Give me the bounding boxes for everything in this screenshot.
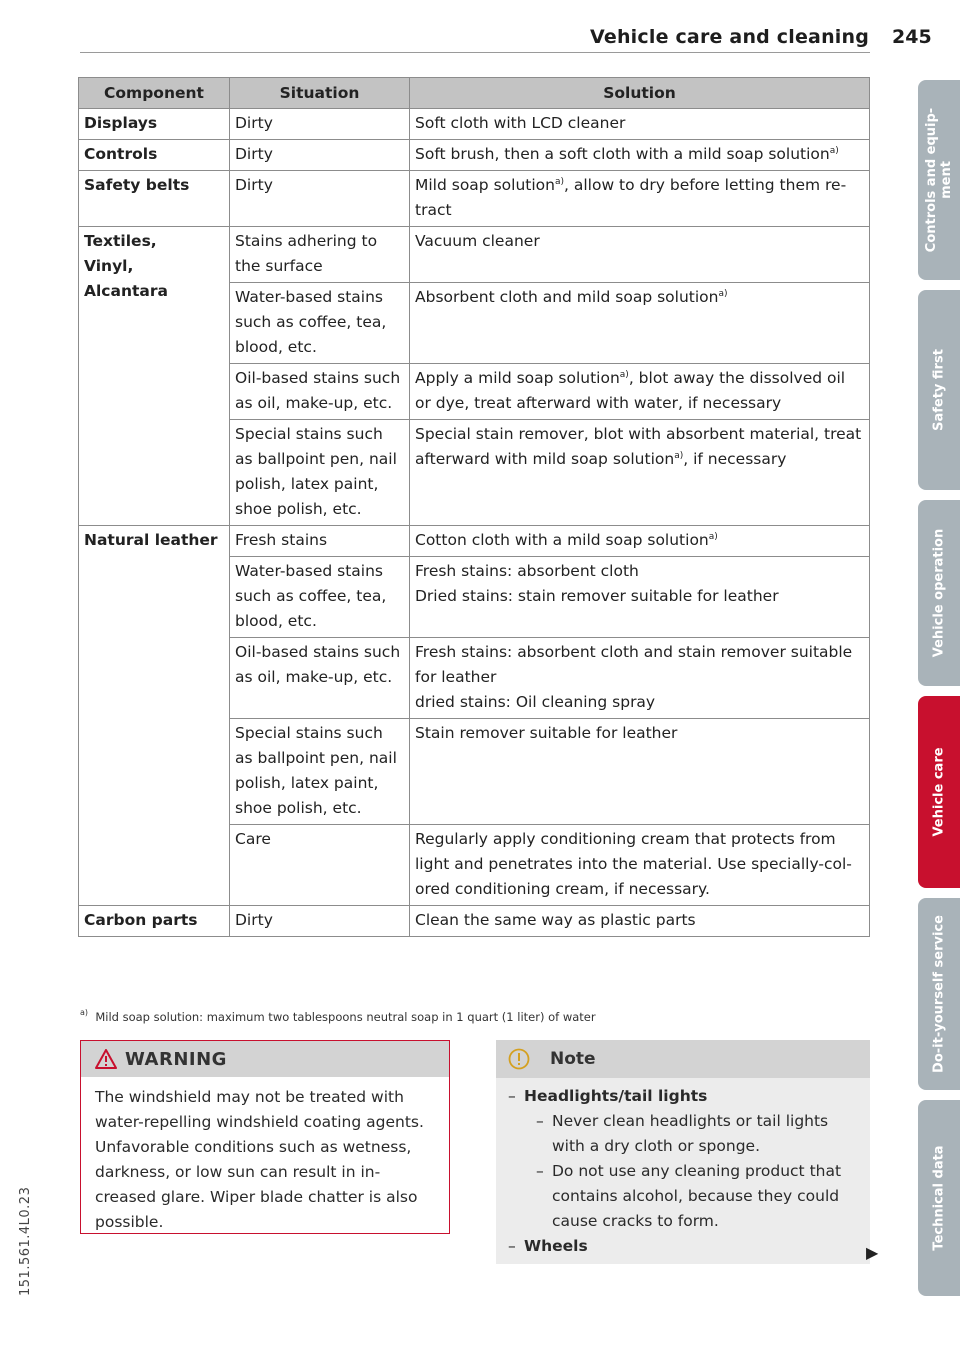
solution-cell	[410, 171, 870, 227]
component-cell: Carbon parts	[79, 906, 230, 937]
sidebar-tab-vehicle-operation[interactable]	[918, 500, 960, 686]
warning-text: The windshield may not be treated with water-repelling windshield coating agents. Unfavorable conditions such as wetness, darkness, or low sun can result in in-creased glare. Wiper blade chatter is also possible.	[95, 1088, 424, 1231]
component-line: Vinyl,	[84, 257, 134, 275]
solution-cell	[410, 557, 870, 638]
solution-text: , if necessary	[683, 450, 787, 468]
component-cell	[79, 227, 230, 526]
sidebar-tab-controls[interactable]	[918, 80, 960, 280]
situation-cell: Special stains such as ballpoint pen, nail polish, latex paint, shoe polish, etc.	[230, 719, 410, 825]
situation-cell: Dirty	[230, 171, 410, 227]
solution-cell: Regularly apply conditioning cream that protects from light and penetrates into the material. Use specially-col-ored conditioning cream, if necessary.	[410, 825, 870, 906]
sidebar-tab-label: Safety first	[931, 349, 947, 431]
component-line: Textiles,	[84, 232, 157, 250]
sidebar-tab-technical-data[interactable]	[918, 1100, 960, 1296]
situation-cell: Dirty	[230, 906, 410, 937]
solution-cell	[410, 364, 870, 420]
component-line: Alcantara	[84, 282, 168, 300]
note-header	[496, 1040, 870, 1078]
footnote-ref: a)	[718, 289, 728, 299]
continue-arrow-icon: ▶	[866, 1243, 879, 1262]
table-header-row	[79, 78, 870, 109]
info-circle-icon	[508, 1048, 530, 1070]
footnote-ref: a)	[829, 146, 839, 156]
solution-text: Absorbent cloth and mild soap solution	[415, 288, 719, 306]
solution-cell	[410, 140, 870, 171]
cleaning-table	[78, 77, 870, 937]
situation-cell: Fresh stains	[230, 526, 410, 557]
solution-text: , blot away the dissolved oil or dye, treat afterward with water, if necessary	[415, 369, 846, 412]
solution-cell: Stain remover suitable for leather	[410, 719, 870, 825]
sidebar-tab-vehicle-care[interactable]	[918, 696, 960, 888]
solution-text: Soft brush, then a soft cloth with a mild soap solution	[415, 145, 830, 163]
solution-line: dried stains: Oil cleaning spray	[415, 693, 656, 711]
sidebar-tab-label: Technical data	[931, 1145, 947, 1251]
note-item-title: – Headlights/tail lights	[508, 1084, 858, 1109]
situation-cell: Special stains such as ballpoint pen, nail polish, latex paint, shoe polish, etc.	[230, 420, 410, 526]
situation-cell: Oil-based stains such as oil, make-up, etc.	[230, 638, 410, 719]
note-box	[496, 1040, 870, 1264]
sidebar-tab-label: Vehicle operation	[931, 528, 947, 658]
warning-triangle-icon	[95, 1049, 117, 1069]
solution-cell	[410, 526, 870, 557]
column-header: Solution	[410, 78, 870, 109]
sidebar-tab-do-it-yourself[interactable]	[918, 898, 960, 1090]
situation-cell: Stains adhering to the surface	[230, 227, 410, 283]
component-cell: Safety belts	[79, 171, 230, 227]
section-title: Vehicle care and cleaning	[590, 26, 870, 48]
table-row	[79, 109, 870, 140]
column-header: Component	[79, 78, 230, 109]
page-number: 245	[892, 26, 932, 48]
footnote-ref: a)	[708, 532, 718, 542]
footnote-ref: a)	[619, 370, 629, 380]
table-row	[79, 906, 870, 937]
solution-line: Fresh stains: absorbent cloth and stain remover suitable for leather	[415, 643, 853, 686]
component-cell: Displays	[79, 109, 230, 140]
footnote	[80, 1010, 596, 1024]
note-title: Note	[550, 1049, 596, 1069]
solution-text: Mild soap solution	[415, 176, 555, 194]
page-header	[80, 24, 938, 54]
situation-cell: Care	[230, 825, 410, 906]
note-body	[496, 1078, 870, 1265]
component-cell: Controls	[79, 140, 230, 171]
sidebar-tab-safety[interactable]	[918, 290, 960, 490]
warning-title: WARNING	[125, 1049, 227, 1070]
document-id: 151.561.4L0.23	[18, 1186, 33, 1296]
note-item-title: – Wheels	[508, 1234, 858, 1259]
footnote-ref: a)	[674, 451, 684, 461]
note-sub-item: – Never clean headlights or tail lights with a dry cloth or sponge.	[522, 1109, 858, 1159]
solution-text: Cotton cloth with a mild soap solution	[415, 531, 709, 549]
situation-cell: Oil-based stains such as oil, make-up, etc.	[230, 364, 410, 420]
sidebar-tab-label: Controls and equip-ment	[924, 107, 954, 253]
solution-cell	[410, 283, 870, 364]
warning-box	[80, 1040, 450, 1234]
solution-text: Special stain remover, blot with absorbent material, treat afterward with mild soap solution	[415, 425, 862, 468]
note-sub-item: – Do not use any cleaning product that contains alcohol, because they could cause cracks to form.	[522, 1159, 858, 1234]
column-header: Situation	[230, 78, 410, 109]
table-row	[79, 227, 870, 283]
situation-cell: Water-based stains such as coffee, tea, blood, etc.	[230, 557, 410, 638]
table-row	[79, 140, 870, 171]
solution-cell	[410, 638, 870, 719]
solution-cell	[410, 420, 870, 526]
sidebar-tab-label: Vehicle care	[931, 747, 947, 837]
solution-line: Fresh stains: absorbent cloth	[415, 562, 639, 580]
situation-cell: Dirty	[230, 109, 410, 140]
header-rule	[80, 52, 870, 53]
solution-cell: Soft cloth with LCD cleaner	[410, 109, 870, 140]
solution-cell: Vacuum cleaner	[410, 227, 870, 283]
footnote-marker: a)	[80, 1008, 89, 1017]
table-row	[79, 171, 870, 227]
footnote-ref: a)	[554, 177, 564, 187]
solution-text: Apply a mild soap solution	[415, 369, 620, 387]
situation-cell: Water-based stains such as coffee, tea, blood, etc.	[230, 283, 410, 364]
warning-header	[81, 1041, 449, 1077]
sidebar-tab-label: Do-it-yourself service	[931, 915, 947, 1073]
solution-text: , allow to dry before letting them re-tract	[415, 176, 847, 219]
footnote-text: Mild soap solution: maximum two tablespoons neutral soap in 1 quart (1 liter) of water	[95, 1010, 596, 1024]
solution-cell: Clean the same way as plastic parts	[410, 906, 870, 937]
solution-line: Dried stains: stain remover suitable for leather	[415, 587, 779, 605]
situation-cell: Dirty	[230, 140, 410, 171]
component-cell: Natural leather	[79, 526, 230, 906]
table-row	[79, 526, 870, 557]
